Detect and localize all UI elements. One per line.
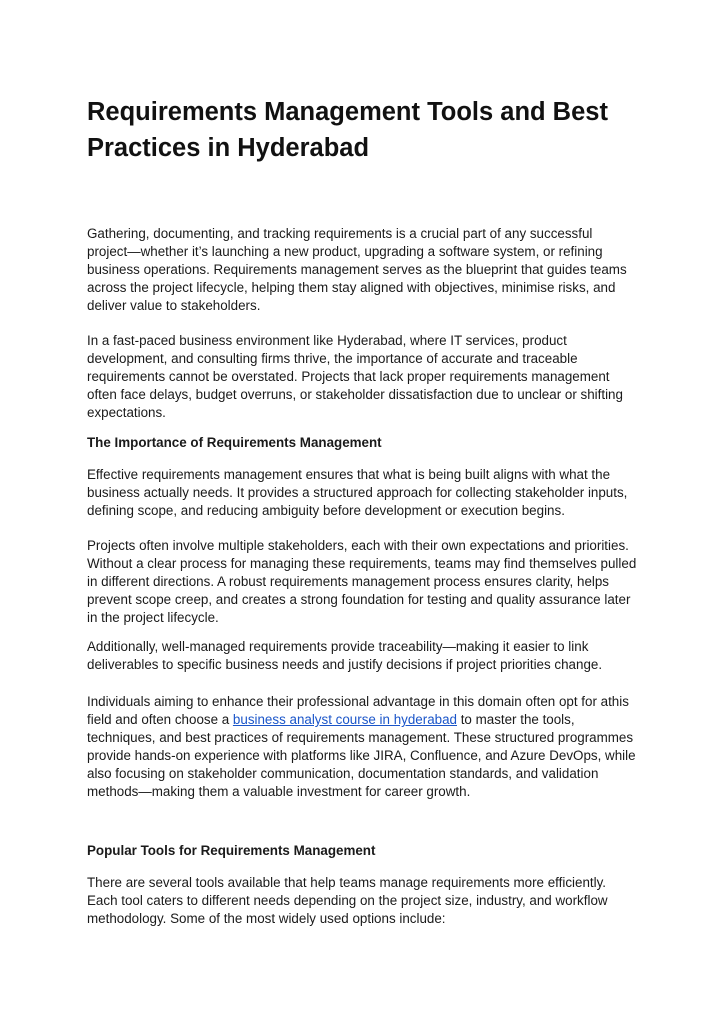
course-paragraph <box>87 693 636 801</box>
paragraph-line: also focusing on stakeholder communication, documentation standards, and validation <box>87 766 599 781</box>
importance-paragraph <box>87 466 627 520</box>
traceability-paragraph <box>87 638 602 674</box>
title-line: Requirements Management Tools and Best <box>87 98 608 126</box>
paragraph-line: techniques, and best practices of requirements management. These structured programmes <box>87 730 634 745</box>
paragraph-line: methodology. Some of the most widely used options include: <box>87 911 446 926</box>
paragraph-line: project—whether it’s launching a new product, upgrading a software system, or refining <box>87 244 603 259</box>
paragraph-line: in the project lifecycle. <box>87 610 219 625</box>
paragraph-line: Without a clear process for managing these requirements, teams may find themselves pulled <box>87 556 637 571</box>
business-analyst-course-link[interactable]: business analyst course in hyderabad <box>232 712 457 727</box>
paragraph-line: business actually needs. It provides a structured approach for collecting stakeholder inputs, <box>87 485 628 500</box>
paragraph-line: expectations. <box>87 405 166 420</box>
stakeholders-paragraph <box>87 537 636 627</box>
tools-paragraph <box>87 874 608 928</box>
paragraph-line: defining scope, and reducing ambiguity before development or execution begins. <box>87 503 565 518</box>
line-text: to master the tools, <box>456 712 575 727</box>
title-line: Practices in Hyderabad <box>87 134 370 162</box>
paragraph-line: development, and consulting firms thrive, the importance of accurate and traceable <box>87 351 578 366</box>
section-heading-importance <box>87 434 382 452</box>
paragraph-line: business operations. Requirements management serves as the blueprint that guides teams <box>87 262 627 277</box>
paragraph-line: across the project lifecycle, helping them stay aligned with objectives, minimise risks, and <box>87 280 616 295</box>
paragraph-line: methods—making them a valuable investment for career growth. <box>87 784 471 799</box>
paragraph-line: Gathering, documenting, and tracking requirements is a crucial part of any successful <box>87 226 593 241</box>
intro-paragraph <box>87 225 627 315</box>
paragraph-line: Each tool caters to different needs depending on the project size, industry, and workflow <box>87 893 608 908</box>
paragraph-line: deliver value to stakeholders. <box>87 298 261 313</box>
paragraph-line: Popular Tools for Requirements Management <box>87 843 376 858</box>
paragraph-line: Projects often involve multiple stakeholders, each with their own expectations and priorities. <box>87 538 629 553</box>
paragraph-line: Additionally, well-managed requirements provide traceability—making it easier to link <box>87 639 589 654</box>
paragraph-line: Individuals aiming to enhance their professional advantage in this domain often opt for athis <box>87 694 629 709</box>
page-title <box>87 94 608 166</box>
paragraph-line: Effective requirements management ensures that what is being built aligns with what the <box>87 467 611 482</box>
line-text: field and often choose a <box>87 712 233 727</box>
paragraph-line: prevent scope creep, and creates a strong foundation for testing and quality assurance later <box>87 592 631 607</box>
paragraph-line: requirements cannot be overstated. Projects that lack proper requirements management <box>87 369 610 384</box>
paragraph-line <box>87 711 636 729</box>
hyderabad-paragraph <box>87 332 623 422</box>
paragraph-line: The Importance of Requirements Management <box>87 435 382 450</box>
paragraph-line: deliverables to specific business needs and justify decisions if project priorities change. <box>87 657 603 672</box>
section-heading-popular-tools <box>87 842 375 860</box>
paragraph-line: provide hands-on experience with platforms like JIRA, Confluence, and Azure DevOps, while <box>87 748 636 763</box>
paragraph-line: There are several tools available that help teams manage requirements more efficiently. <box>87 875 607 890</box>
paragraph-line: often face delays, budget overruns, or stakeholder dissatisfaction due to unclear or shifting <box>87 387 623 402</box>
paragraph-line: In a fast-paced business environment like Hyderabad, where IT services, product <box>87 333 567 348</box>
paragraph-line: in different directions. A robust requirements management process ensures clarity, helps <box>87 574 610 589</box>
